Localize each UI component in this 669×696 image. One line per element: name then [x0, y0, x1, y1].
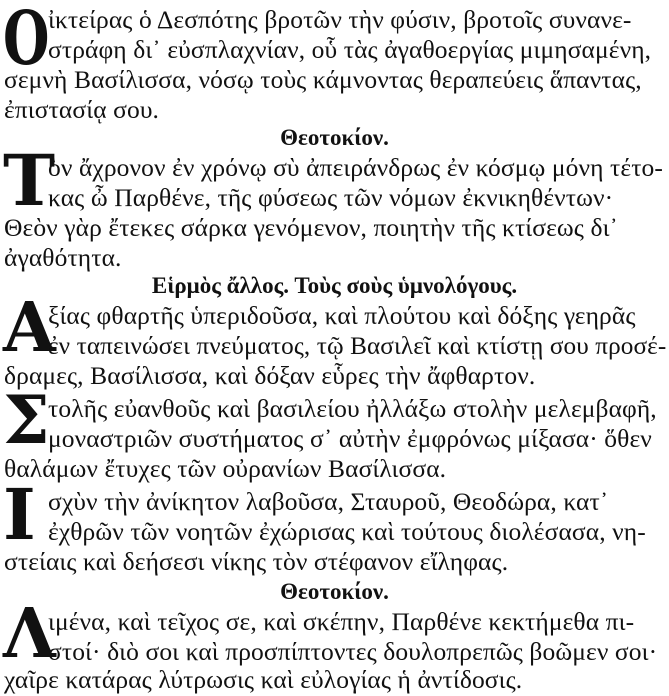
text-line: θαλάμων ἔτυχες τῶν οὐρανίων Βασίλισσα.	[4, 454, 447, 483]
text-line: δραμες, Βασίλισσα, καὶ δόξαν εὗρες τὴν ἄφθαρτον.	[4, 361, 536, 390]
drop-cap-initial: Τ	[3, 139, 56, 222]
text-line: κας ὦ Παρθένε, τῆς φύσεως τῶν νόμων ἐκνικηθέντων·	[48, 183, 614, 212]
drop-cap-initial: Λ	[3, 594, 56, 674]
text-line: στοί· διὸ σοι καὶ προσπίπτοντες δουλοπρεπῶς βοῶμεν σοι·	[48, 637, 658, 666]
text-line: ἰκτείρας ὁ Δεσπότης βροτῶν τὴν φύσιν, βροτοῖς συνανε-	[48, 5, 632, 34]
text-line: Θεὸν γὰρ ἔτεκες σάρκα γενόμενον, ποιητὴν τῆς κτίσεως δι᾽	[4, 213, 619, 242]
text-line: μοναστριῶν συστήματος σ᾽ αὐτὴν ἐμφρόνως μίξασα· ὅθεν	[48, 424, 652, 453]
text-line: στράφη δι᾽ εὐσπλαχνίαν, οὗ τὰς ἀγαθοεργίας μιμησαμένη,	[48, 35, 652, 64]
text-line: ἐχθρῶν τῶν νοητῶν ἐχώρισας καὶ τούτους διολέσασα, νη-	[48, 517, 646, 546]
text-line: ἐν ταπεινώσει πνεύματος, τῷ Βασιλεῖ καὶ κτίστῃ σου προσέ-	[48, 331, 667, 360]
drop-cap-initial: Σ	[3, 381, 50, 459]
text-line: ἀγαθότητα.	[4, 243, 122, 272]
section-heading: Θεοτοκίον.	[280, 125, 389, 150]
text-line: ξίας φθαρτῆς ὑπεριδοῦσα, καὶ πλούτου καὶ δόξης γεηρᾶς	[48, 301, 636, 330]
drop-cap-initial: Ο	[3, 0, 50, 82]
drop-cap-initial: Α	[3, 288, 56, 368]
text-line: σχὺν τὴν ἀνίκητον λαβοῦσα, Σταυροῦ, Θεοδώρα, κατ᾽	[48, 487, 609, 516]
drop-cap-initial: Ι	[3, 473, 36, 556]
text-line: ιμένα, καὶ τεῖχος σε, καὶ σκέπην, Παρθένε κεκτήμεθα πι-	[48, 607, 635, 636]
section-heading: Θεοτοκίον.	[280, 579, 389, 604]
text-line: ἐπιστασίᾳ σου.	[4, 95, 160, 124]
text-line: χαῖρε κατάρας λύτρωσις καὶ εὐλογίας ἡ ἀντίδοσις.	[4, 665, 523, 694]
text-line: ὸν ἄχρονον ἐν χρόνῳ σὺ ἀπειράνδρως ἐν κόσμῳ μόνη τέτο-	[48, 153, 663, 182]
text-line: τολῆς εὐανθοῦς καὶ βασιλείου ἠλλάξω στολὴν μελεμβαφῆ,	[48, 394, 657, 423]
section-heading: Εἱρμὸς ἄλλος. Τοὺς σοὺς ὑμνολόγους.	[151, 273, 518, 298]
text-line: στείαις καὶ δεήσεσι νίκης τὸν στέφανον εἴληφας.	[4, 547, 509, 576]
text-line: σεμνὴ Βασίλισσα, νόσῳ τοὺς κάμνοντας θεραπεύεις ἅπαντας,	[4, 65, 642, 94]
